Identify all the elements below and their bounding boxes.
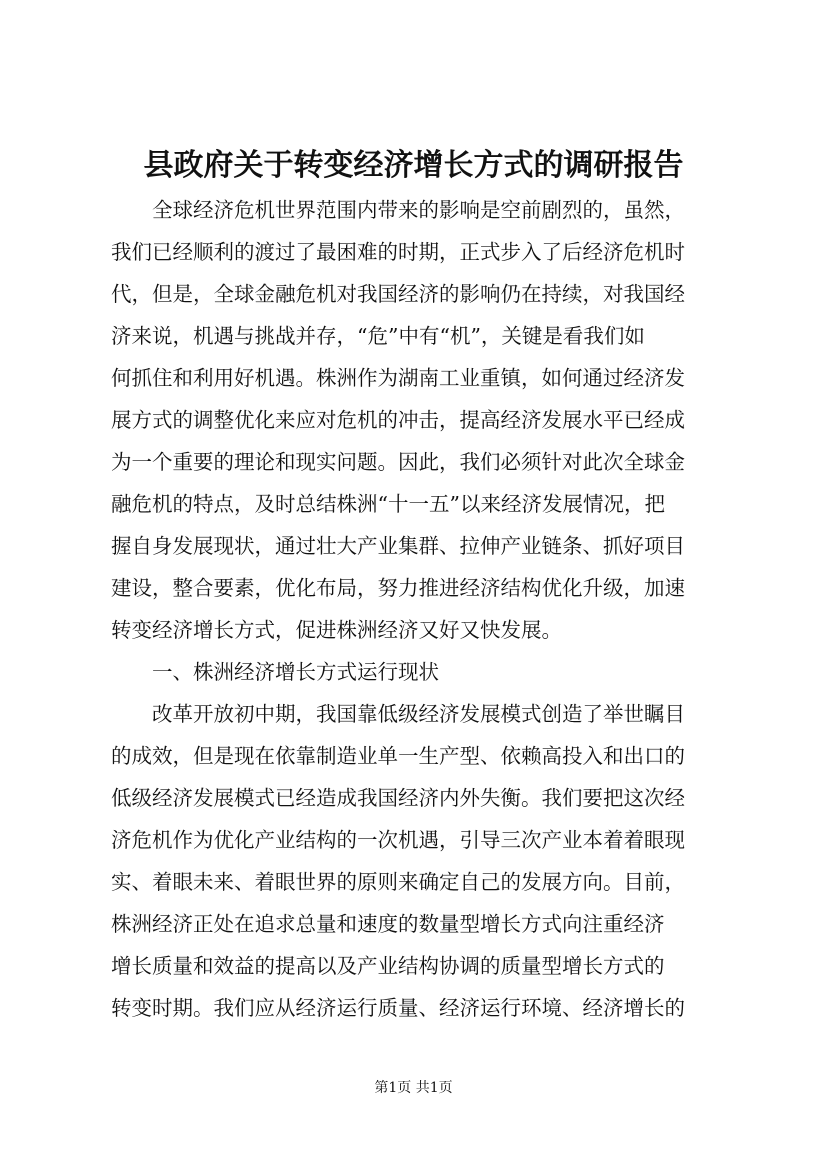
body-line-1: 全球经济危机世界范围内带来的影响是空前剧烈的，虽然， — [152, 198, 685, 222]
body-line-2: 我们已经顺利的渡过了最困难的时期，正式步入了后经济危机时 — [111, 240, 685, 264]
body-line-19: 转变时期。我们应从经济运行质量、经济运行环境、经济增长的 — [111, 996, 685, 1020]
body-line-6: 展方式的调整优化来应对危机的冲击，提高经济发展水平已经成 — [111, 408, 685, 432]
body-line-10: 建设，整合要素，优化布局，努力推进经济结构优化升级，加速 — [111, 576, 685, 600]
body-line-11: 转变经济增长方式，促进株洲经济又好又快发展。 — [111, 618, 562, 642]
body-line-17: 株洲经济正处在追求总量和速度的数量型增长方式向注重经济 — [111, 912, 665, 936]
body-line-16: 实、着眼未来、着眼世界的原则来确定自己的发展方向。目前， — [111, 870, 685, 894]
body-line-3: 代，但是，全球金融危机对我国经济的影响仍在持续，对我国经 — [111, 282, 685, 306]
page-footer: 第1页 共1页 — [374, 1080, 453, 1096]
document-body — [111, 189, 731, 1029]
body-line-7: 为一个重要的理论和现实问题。因此，我们必须针对此次全球金 — [111, 450, 685, 474]
body-line-9: 握自身发展现状，通过壮大产业集群、拉伸产业链条、抓好项目 — [111, 534, 685, 558]
body-line-4: 济来说，机遇与挑战并存，“危”中有“机”，关键是看我们如 — [111, 324, 645, 348]
body-line-5: 何抓住和利用好机遇。株洲作为湖南工业重镇，如何通过经济发 — [111, 366, 685, 390]
body-line-18: 增长质量和效益的提高以及产业结构协调的质量型增长方式的 — [111, 954, 665, 978]
body-line-12: 改革开放初中期，我国靠低级经济发展模式创造了举世瞩目 — [152, 702, 685, 726]
body-line-13: 的成效，但是现在依靠制造业单一生产型、依赖高投入和出口的 — [111, 744, 685, 768]
body-line-14: 低级经济发展模式已经造成我国经济内外失衡。我们要把这次经 — [111, 786, 685, 810]
body-line-8: 融危机的特点，及时总结株洲“十一五”以来经济发展情况，把 — [111, 492, 665, 516]
section-heading-1: 一、株洲经济增长方式运行现状 — [152, 660, 439, 684]
document-title: 县政府关于转变经济增长方式的调研报告 — [143, 148, 684, 183]
body-line-15: 济危机作为优化产业结构的一次机遇，引导三次产业本着着眼现 — [111, 828, 685, 852]
